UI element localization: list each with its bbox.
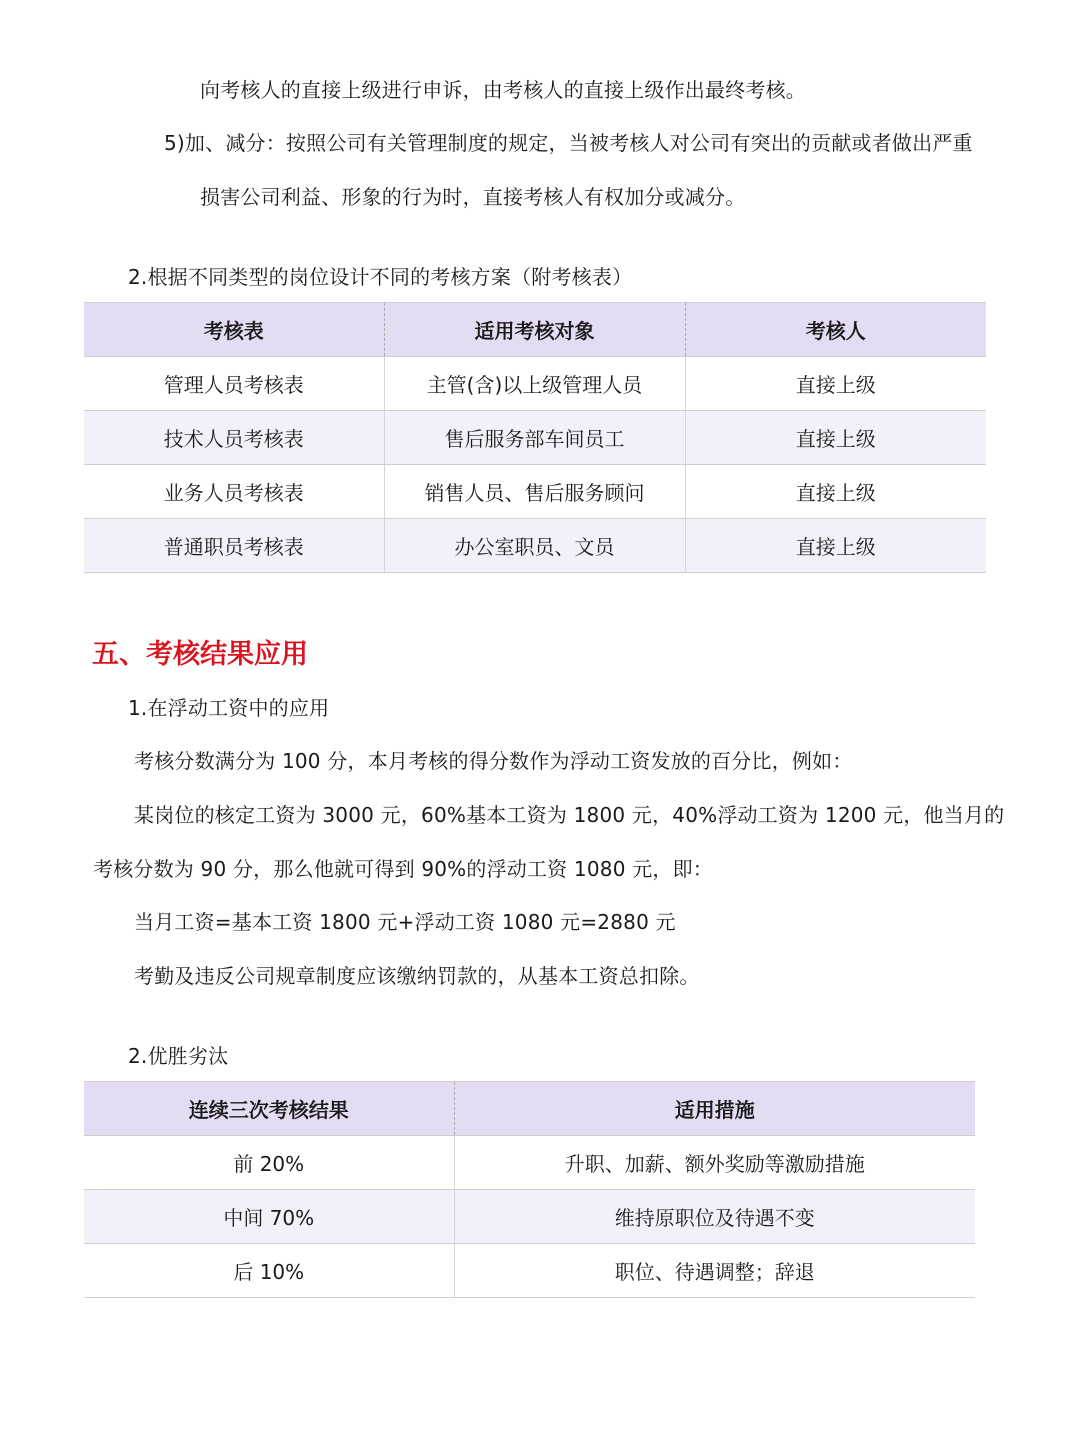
attendance-paragraph: 考勤及违反公司规章制度应该缴纳罚款的，从基本工资总扣除。: [134, 964, 700, 988]
plan-intro: 2.根据不同类型的岗位设计不同的考核方案（附考核表）: [128, 265, 633, 289]
table-row: [84, 411, 986, 465]
appeal-paragraph-end: 向考核人的直接上级进行申诉，由考核人的直接上级作出最终考核。: [200, 78, 806, 102]
example-paragraph-line-2: 考核分数为 90 分，那么他就可得到 90%的浮动工资 1080 元，即：: [93, 857, 713, 881]
column-header: 适用考核对象: [384, 303, 685, 357]
table-row: [84, 1136, 975, 1190]
table-cell: 升职、加薪、额外奖励等激励措施: [454, 1136, 975, 1190]
table-cell: 主管(含)以上级管理人员: [384, 357, 685, 411]
assessment-forms-table: [84, 302, 986, 573]
table-cell: 直接上级: [685, 465, 986, 519]
subsection-title-elimination: 2.优胜劣汰: [128, 1044, 229, 1068]
results-measures-table: [84, 1081, 975, 1298]
table-row: [84, 519, 986, 573]
table-row: [84, 357, 986, 411]
table-cell: 后 10%: [84, 1244, 454, 1298]
table-header-row: [84, 303, 986, 357]
wage-formula: 当月工资=基本工资 1800 元+浮动工资 1080 元=2880 元: [134, 910, 676, 934]
table-cell: 直接上级: [685, 411, 986, 465]
column-header: 适用措施: [454, 1082, 975, 1136]
table-row: [84, 465, 986, 519]
bonus-paragraph-line-2: 损害公司利益、形象的行为时，直接考核人有权加分或减分。: [200, 185, 746, 209]
table-cell: 售后服务部车间员工: [384, 411, 685, 465]
table-cell: 维持原职位及待遇不变: [454, 1190, 975, 1244]
table-cell: 直接上级: [685, 357, 986, 411]
section-heading: 五、考核结果应用: [92, 639, 308, 670]
subsection-title-floating-wage: 1.在浮动工资中的应用: [128, 696, 330, 720]
table-header-row: [84, 1082, 975, 1136]
column-header: 考核人: [685, 303, 986, 357]
score-paragraph: 考核分数满分为 100 分，本月考核的得分数作为浮动工资发放的百分比，例如：: [134, 749, 853, 773]
column-header: 连续三次考核结果: [84, 1082, 454, 1136]
table-cell: 前 20%: [84, 1136, 454, 1190]
table-cell: 管理人员考核表: [84, 357, 384, 411]
table-cell: 销售人员、售后服务顾问: [384, 465, 685, 519]
table-row: [84, 1190, 975, 1244]
table-cell: 中间 70%: [84, 1190, 454, 1244]
example-paragraph-line-1: 某岗位的核定工资为 3000 元，60%基本工资为 1800 元，40%浮动工资为 1200 元，他当月的: [134, 803, 1005, 827]
table-cell: 普通职员考核表: [84, 519, 384, 573]
bonus-paragraph-line-1: 5)加、减分：按照公司有关管理制度的规定，当被考核人对公司有突出的贡献或者做出严重: [164, 131, 973, 155]
table-cell: 直接上级: [685, 519, 986, 573]
column-header: 考核表: [84, 303, 384, 357]
table-cell: 职位、待遇调整；辞退: [454, 1244, 975, 1298]
table-cell: 业务人员考核表: [84, 465, 384, 519]
table-cell: 办公室职员、文员: [384, 519, 685, 573]
table-row: [84, 1244, 975, 1298]
table-cell: 技术人员考核表: [84, 411, 384, 465]
